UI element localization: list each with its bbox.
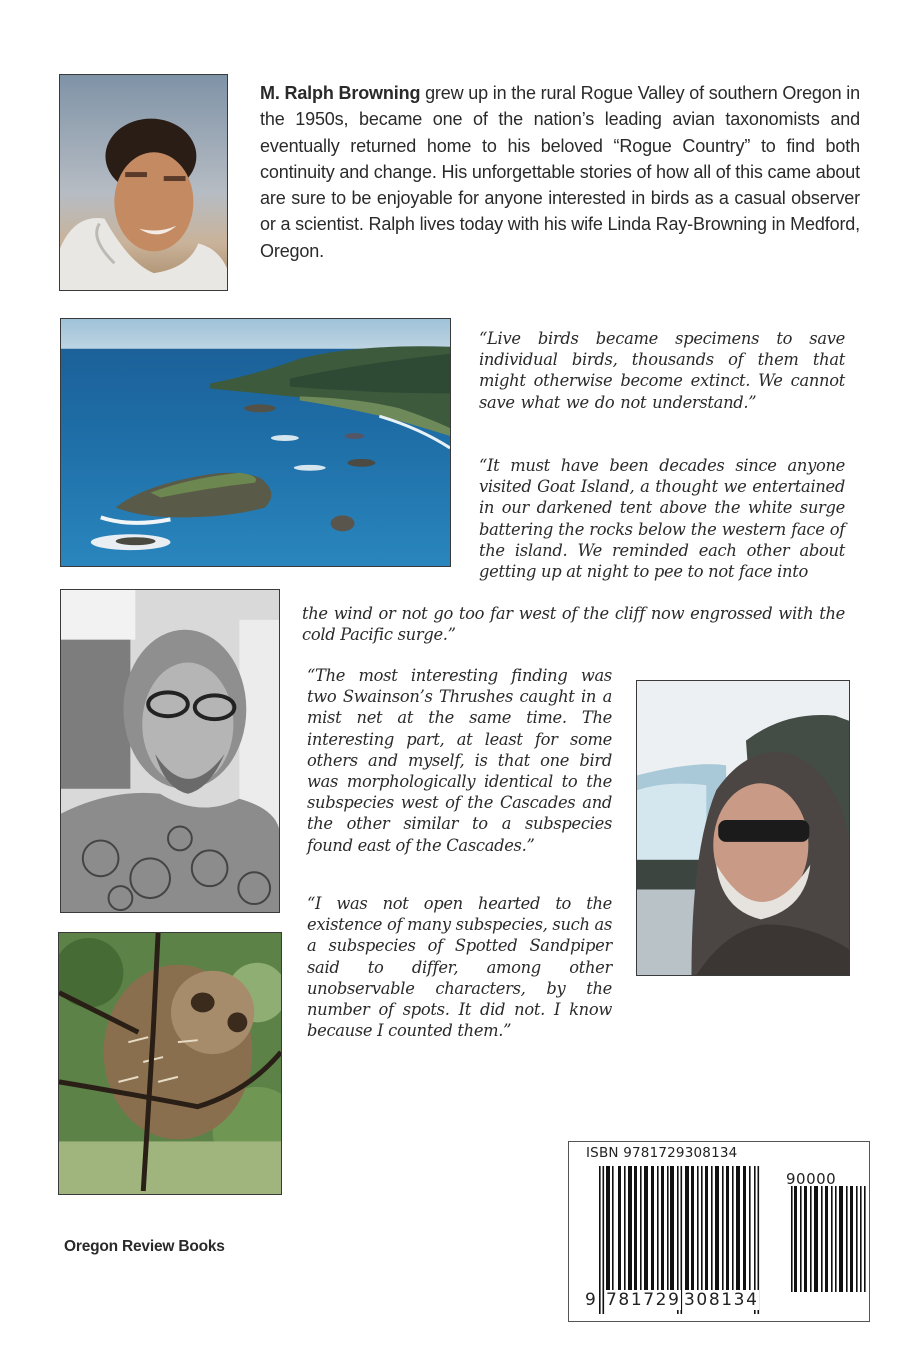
publisher-name: Oregon Review Books	[64, 1238, 225, 1255]
owl-photo	[58, 932, 282, 1195]
portrait-glacier-image-icon	[637, 681, 849, 975]
coastline-photo	[60, 318, 451, 567]
quote-text: “I was not open hearted to the existence of many subspecies, such as a subspecies of Spotted Sandpiper said to differ, among other unobservable characters, by the number of spots. It did not. I know because I counted them.”	[307, 894, 612, 1041]
quote-goat-island-bottom	[302, 603, 845, 645]
addon-number: 90000	[786, 1170, 837, 1188]
author-bio	[260, 80, 860, 264]
owl-image-icon	[59, 933, 281, 1194]
barcode-digits-group-2: 308134	[684, 1290, 759, 1310]
barcode-digits-group-1: 781729	[606, 1290, 681, 1310]
portrait-image-icon	[60, 75, 227, 290]
quote-text: “It must have been decades since anyone visited Goat Island, a thought we entertained in our darkened tent above the white surge battering the rocks below the western face of the island. We reminded each other about getting up at night to pee to not face into	[479, 456, 845, 582]
quote-text: “Live birds became specimens to save individual birds, thousands of them that might otherwise become extinct. We cannot save what we do not understand.”	[479, 329, 845, 412]
coastline-image-icon	[61, 319, 450, 566]
portrait-bw-image-icon	[61, 590, 279, 912]
barcode-digit-first: 9	[585, 1290, 598, 1310]
quote-spotted-sandpiper	[307, 893, 612, 1041]
author-name: M. Ralph Browning	[260, 83, 421, 103]
quote-text: “The most interesting finding was two Swainson’s Thrushes caught in a mist net at the same time. The interesting part, at least for some others and myself, is that one bird was morphologically identical to the subspecies west of the Cascades and the other similar to a subspecies found east of the Cascades.”	[307, 666, 612, 855]
quote-specimens	[479, 328, 845, 413]
quote-swainsons-thrushes	[307, 665, 612, 856]
bio-text: grew up in the rural Rogue Valley of southern Oregon in the 1950s, became one of the nation’s leading avian taxonomists and eventually returned home to his beloved “Rogue Country” to find both continuity and change. His unforgettable stories of how all of this came about are sure to be enjoyable for anyone interested in birds as a casual observer or a scientist. Ralph lives today with his wife Linda Ray-Browning in Medford, Oregon.	[260, 83, 860, 261]
isbn-label: ISBN 9781729308134	[586, 1145, 738, 1161]
author-glacier-photo	[636, 680, 850, 976]
quote-text: the wind or not go too far west of the cliff now engrossed with the cold Pacific surge.”	[302, 604, 845, 645]
quote-goat-island-top	[479, 455, 845, 582]
author-glasses-photo	[60, 589, 280, 913]
isbn-barcode	[568, 1141, 870, 1322]
author-young-photo	[59, 74, 228, 291]
addon-barcode-bars-icon	[791, 1186, 871, 1292]
